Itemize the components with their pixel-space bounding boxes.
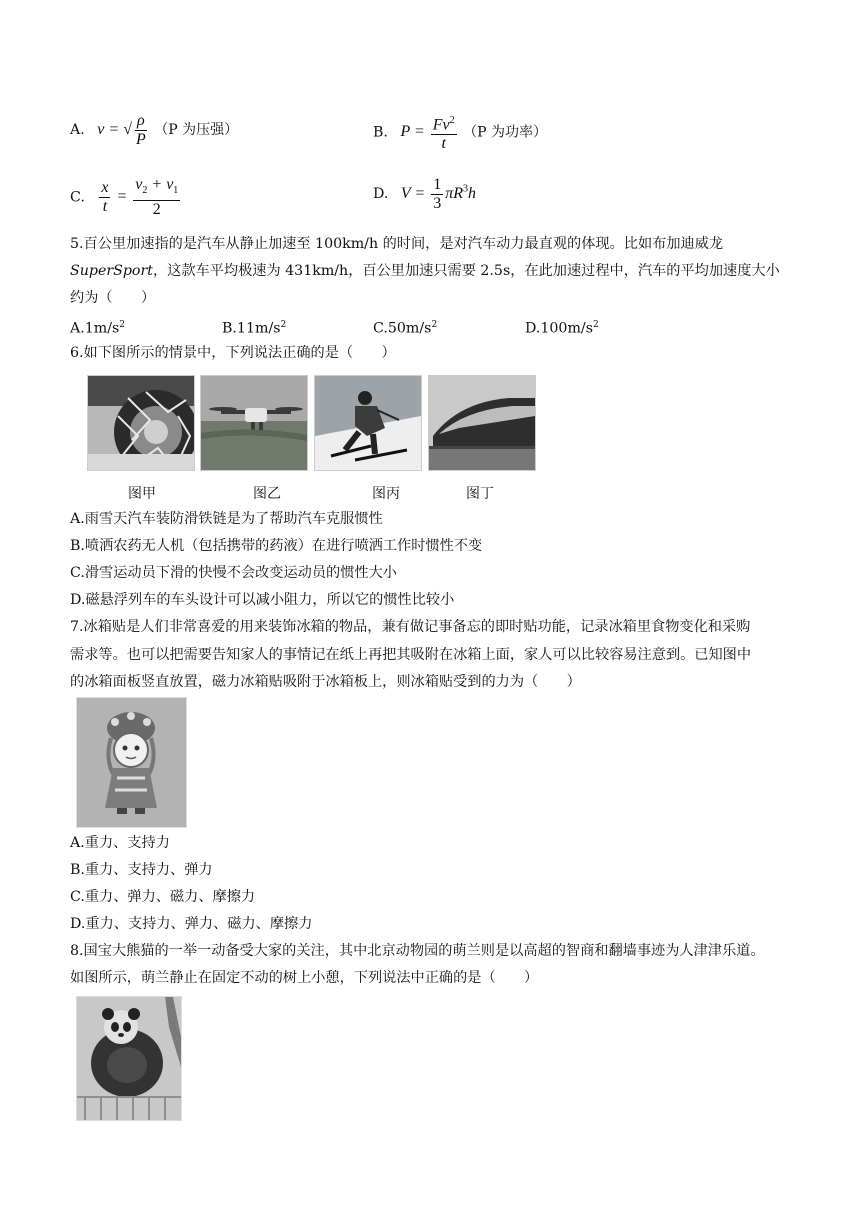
q4-option-c: C. $\frac{x}{t}$ = $\frac{v_2 + v_1}{2}$ bbox=[70, 176, 179, 219]
q5-option-b: $B.11m/s^2$ bbox=[222, 320, 287, 337]
figure-caption-bing: 图丙 bbox=[372, 486, 400, 502]
q5-option-c: $C.50m/s^2$ bbox=[373, 320, 438, 337]
q5-line-2: SuperSport，这款车平均极速为 431km/h，百公里加速只需要 2.5s，在此加速过程中，汽车的平均加速度大小 bbox=[70, 263, 780, 279]
q4-option-b: B. P = $\frac{Fv^2}{t}$ （P 为功率） bbox=[373, 112, 547, 153]
q6-option-d: D.磁悬浮列车的车头设计可以减小阻力，所以它的惯性比较小 bbox=[70, 592, 455, 608]
q5-line-1: 5.百公里加速指的是汽车从静止加速至 100km/h 的时间，是对汽车动力最直观的体现。比如布加迪威龙 bbox=[70, 236, 724, 252]
figure-caption-yi: 图乙 bbox=[253, 486, 281, 502]
panda-photo bbox=[76, 996, 182, 1121]
maglev-train-photo bbox=[428, 375, 536, 471]
fridge-magnet-photo bbox=[76, 697, 187, 828]
q7-option-b: B.重力、支持力、弹力 bbox=[70, 862, 213, 878]
q6-option-b: B.喷洒农药无人机（包括携带的药液）在进行喷洒工作时惯性不变 bbox=[70, 538, 483, 554]
q7-line-2: 需求等。也可以把需要告知家人的事情记在纸上再把其吸附在冰箱上面，家人可以比较容易注意到。已知图中 bbox=[70, 647, 752, 663]
tire-chain-photo bbox=[87, 375, 195, 471]
q5-option-a: $A.1m/s^2$ bbox=[70, 320, 126, 337]
q7-option-a: A.重力、支持力 bbox=[70, 835, 170, 851]
q4-option-a: A. v = √ $\frac{\rho}{P}$ （P 为压强） bbox=[70, 112, 239, 148]
q7-line-3: 的冰箱面板竖直放置，磁力冰箱贴吸附于冰箱板上，则冰箱贴受到的力为（ ） bbox=[70, 674, 581, 690]
skier-photo bbox=[314, 375, 422, 471]
q8-line-2: 如图所示，萌兰静止在固定不动的树上小憩，下列说法中正确的是（ ） bbox=[70, 970, 539, 986]
q8-line-1: 8.国宝大熊猫的一举一动备受大家的关注，其中北京动物园的萌兰则是以高超的智商和翻墙事迹为人津津乐道。 bbox=[70, 943, 765, 959]
q7-option-d: D.重力、支持力、弹力、磁力、摩擦力 bbox=[70, 916, 313, 932]
q5-line-3: 约为（ ） bbox=[70, 290, 156, 306]
q6-option-a: A.雨雪天汽车装防滑铁链是为了帮助汽车克服惯性 bbox=[70, 511, 383, 527]
figure-caption-jia: 图甲 bbox=[128, 486, 156, 502]
drone-photo bbox=[200, 375, 308, 471]
q4-option-d: D. V = $\frac{1}{3}$ $\pi R^3h$ bbox=[373, 176, 476, 212]
q7-option-c: C.重力、弹力、磁力、摩擦力 bbox=[70, 889, 256, 905]
q7-line-1: 7.冰箱贴是人们非常喜爱的用来装饰冰箱的物品，兼有做记事备忘的即时贴功能，记录冰箱里食物变化和采购 bbox=[70, 619, 751, 635]
q6-stem: 6.如下图所示的情景中，下列说法正确的是（ ） bbox=[70, 345, 396, 361]
figure-caption-ding: 图丁 bbox=[466, 486, 494, 502]
q5-option-d: $D.100m/s^2$ bbox=[525, 320, 599, 337]
q6-option-c: C.滑雪运动员下滑的快慢不会改变运动员的惯性大小 bbox=[70, 565, 397, 581]
